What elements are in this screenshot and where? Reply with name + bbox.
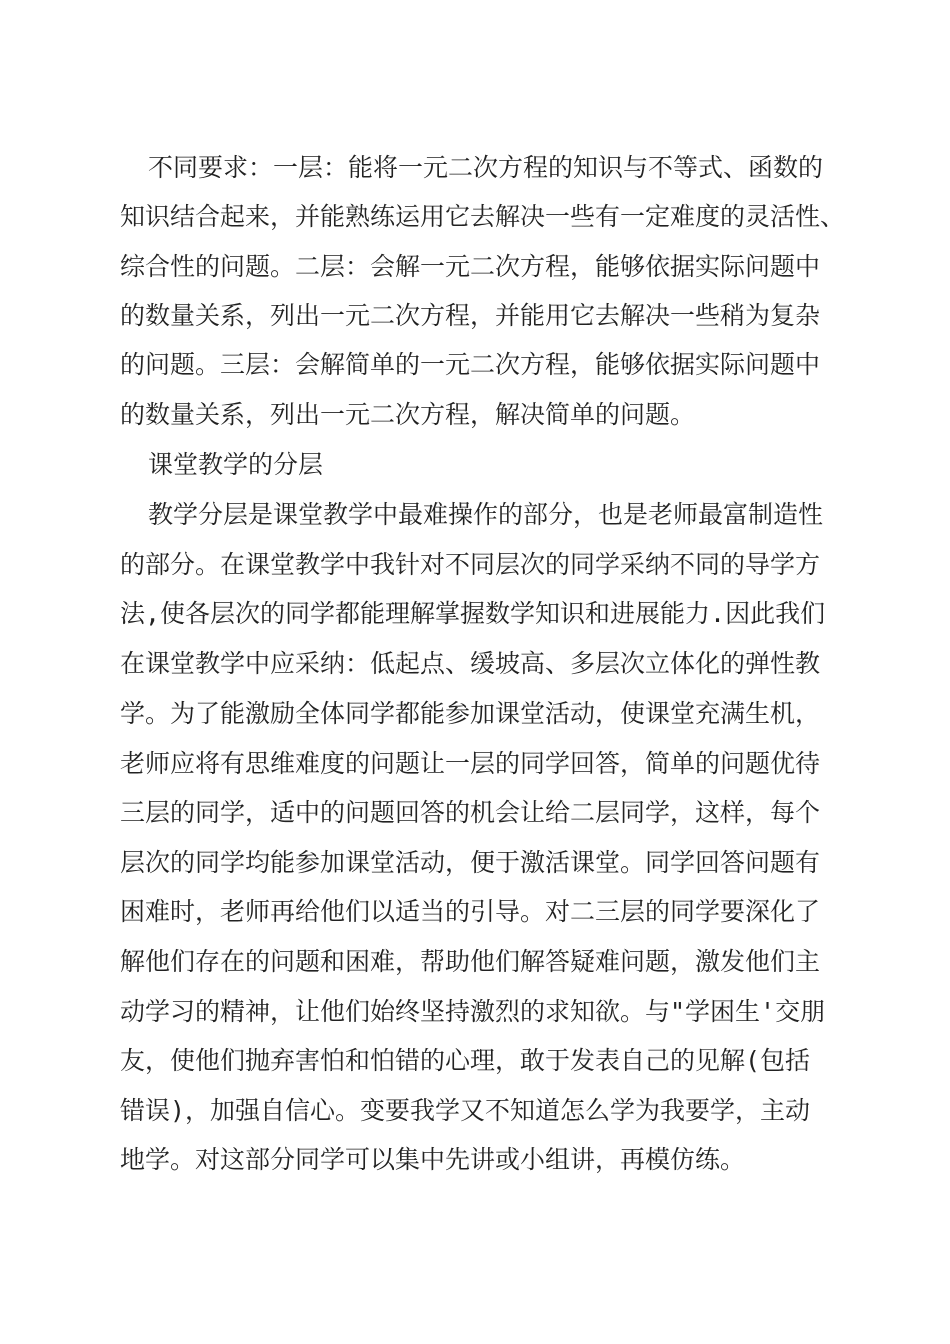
text-line: 动学习的精神，让他们始终坚持激烈的求知欲。与"学困生'交朋 bbox=[120, 997, 826, 1026]
text-line: 的部分。在课堂教学中我针对不同层次的同学采纳不同的导学方 bbox=[120, 550, 821, 579]
text-line: 的问题。三层：会解简单的一元二次方程，能够依据实际问题中 bbox=[120, 350, 821, 379]
text-line: 综合性的问题。二层：会解一元二次方程，能够依据实际问题中 bbox=[120, 252, 821, 281]
text-line: 层次的同学均能参加课堂活动，便于激活课堂。同学回答问题有 bbox=[120, 848, 821, 877]
text-line: 友，使他们抛弃害怕和怕错的心理，敢于发表自己的见解(包括 bbox=[120, 1046, 811, 1075]
text-line: 三层的同学，适中的问题回答的机会让给二层同学，这样，每个 bbox=[120, 798, 821, 827]
text-line: 在课堂教学中应采纳：低起点、缓坡高、多层次立体化的弹性教 bbox=[120, 649, 821, 678]
text-line: 困难时，老师再给他们以适当的引导。对二三层的同学要深化了 bbox=[120, 897, 821, 926]
text-line: 的数量关系，列出一元二次方程，并能用它去解决一些稍为复杂 bbox=[120, 301, 821, 330]
text-line: 错误)，加强自信心。变要我学又不知道怎么学为我要学，主动 bbox=[120, 1096, 811, 1125]
text-line: 解他们存在的问题和困难，帮助他们解答疑难问题，激发他们主 bbox=[120, 947, 821, 976]
text-line: 学。为了能激励全体同学都能参加课堂活动，使课堂充满生机， bbox=[120, 699, 821, 728]
text-line: 知识结合起来，并能熟练运用它去解决一些有一定难度的灵活性、 bbox=[120, 202, 846, 231]
text-line: 老师应将有思维难度的问题让一层的同学回答，简单的问题优待 bbox=[120, 749, 821, 778]
text-line: 地学。对这部分同学可以集中先讲或小组讲，再模仿练。 bbox=[120, 1145, 746, 1174]
text-line: 的数量关系，列出一元二次方程，解决简单的问题。 bbox=[120, 400, 696, 429]
section-heading: 课堂教学的分层 bbox=[148, 450, 324, 479]
text-line: 法,使各层次的同学都能理解掌握数学知识和进展能力.因此我们 bbox=[120, 599, 826, 628]
text-line: 不同要求：一层：能将一元二次方程的知识与不等式、函数的 bbox=[148, 153, 824, 182]
text-line: 教学分层是课堂教学中最难操作的部分，也是老师最富制造性 bbox=[148, 500, 824, 529]
